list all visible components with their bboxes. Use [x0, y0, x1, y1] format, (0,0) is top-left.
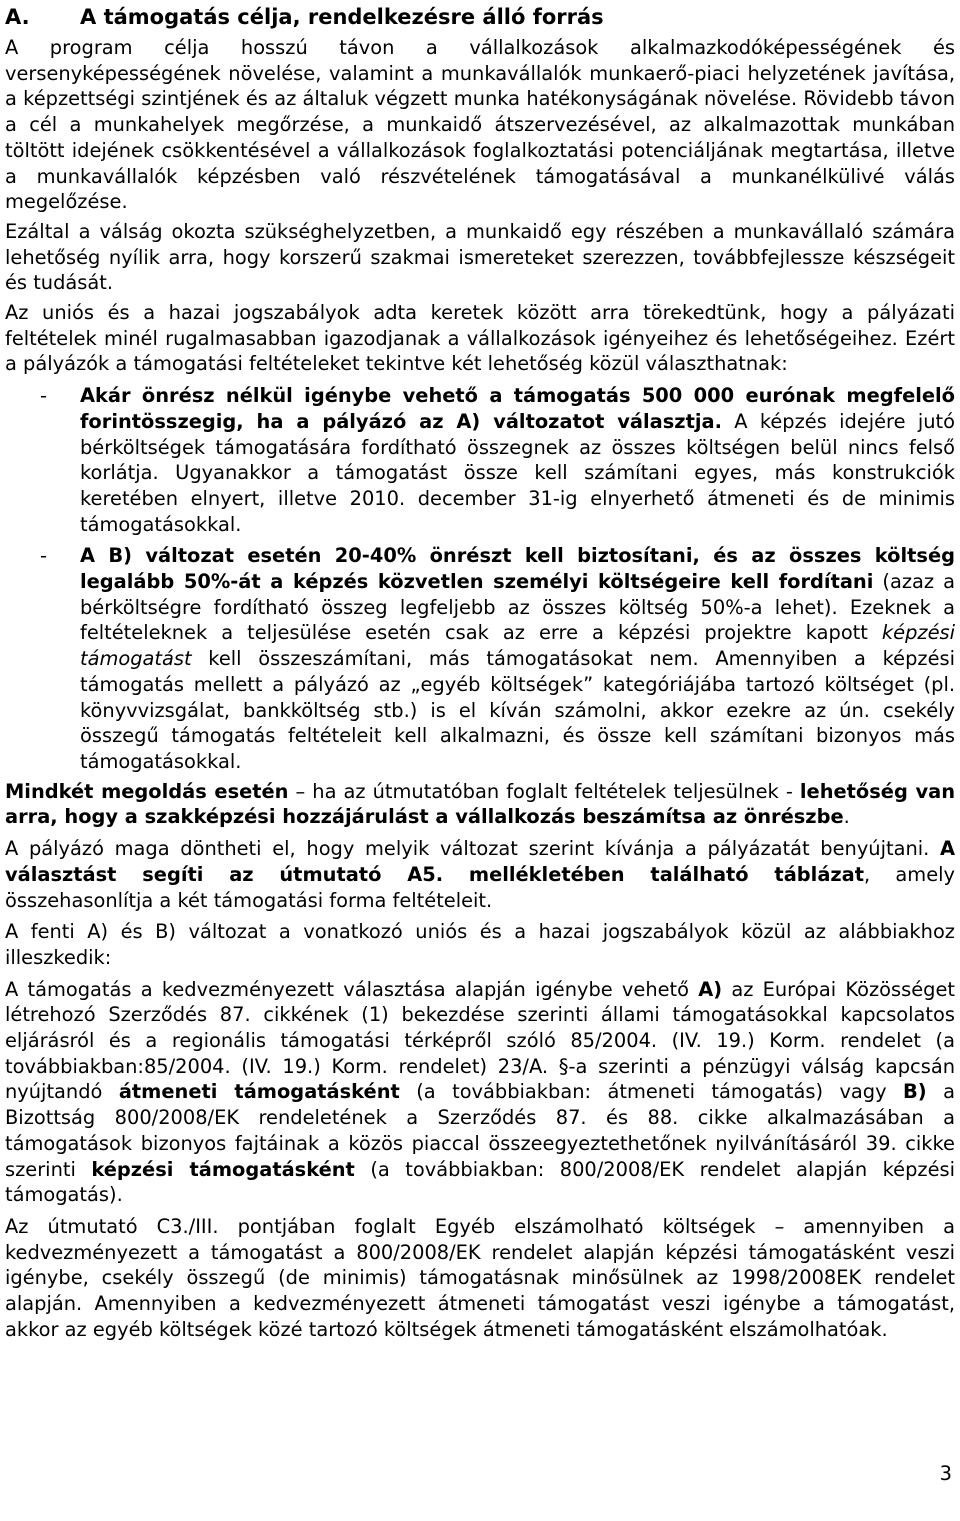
regulations-bold: B): [903, 1080, 927, 1104]
both-options-bold-2: lehetőség van arra, hogy a szakképzési hozzájárulást a vállalkozás beszámítsa az önrészbe: [5, 779, 955, 829]
page-number: 3: [939, 1462, 952, 1485]
regulations-bold: átmeneti támogatásként: [118, 1080, 400, 1104]
regulations-bold: A): [698, 977, 723, 1001]
choice-text-cont: , amely összehasonlítja a két támogatási forma feltételeit.: [5, 862, 955, 912]
list-dash-marker: -: [40, 384, 47, 408]
option-b-bold: A B) változat esetén 20-40% önrészt kell biztosítani, és az összes költség legalább 50%-át a képzés közvetlen személyi költségeire kell fordítani: [80, 544, 955, 594]
document-page: [5, 3, 955, 1342]
both-options-text: – ha az útmutatóban foglalt feltételek teljesülnek -: [288, 779, 800, 803]
regulations-text: (a továbbiakban: 800/2008/EK rendelet alapján képzési támogatás).: [5, 1157, 955, 1207]
paragraph-regulations: [5, 977, 955, 1208]
paragraph-choice: [5, 836, 955, 913]
paragraph-program-goal: [5, 35, 955, 215]
option-b-text-cont: kell összeszámítani, más támogatásokat nem. Amennyiben a képzési támogatás mellett a pályázó az „egyéb költségek” kategóriájába tartozó költséget (pl. könyvvizsgálat, bankköltség stb.) is el kíván számolni, akkor ezekre az ún. csekély összegű támogatás feltételeit kell alkalmazni, és össze kell számítani bizonyos más támogatásokkal.: [80, 647, 955, 773]
regulations-text: A támogatás a kedvezményezett választása alapján igénybe vehető: [5, 977, 699, 1001]
regulations-text: (a továbbiakban: átmeneti támogatás) vagy: [399, 1080, 904, 1104]
option-a-text: A képzés idejére jutó bérköltségek támogatására fordítható összegnek az összes költségen belül nincs felső korlátja. Ugyanakkor a támogatást össze kell számítani egyes, más konstrukciók keretében elnyert, illetve 2010. december 31-ig elnyerhető átmeneti és de minimis támogatásokkal.: [80, 409, 955, 536]
section-title: A támogatás célja, rendelkezésre álló forrás: [80, 5, 604, 29]
both-options-bold: Mindkét megoldás esetén: [5, 779, 289, 803]
section-number: A.: [5, 5, 30, 29]
list-item-option-b: [5, 543, 955, 774]
list-item-option-a: [5, 383, 955, 537]
choice-bold: A választást segíti az útmutató A5. mellékletében található táblázat: [5, 837, 955, 886]
regulations-bold: képzési támogatásként: [91, 1157, 355, 1181]
paragraph-both-options: [5, 779, 955, 830]
option-b-text: (azaz a bérköltségre fordítható összeg legfeljebb az összes költség 50%-a lehet). Ezeknek a feltételeknek a teljesülése esetén csak az erre a képzési projektre kapott: [80, 570, 955, 645]
regulations-text: az Európai Közösséget létrehozó Szerződés 87. cikkének (1) bekezdése szerinti állami támogatásokkal kapcsolatos eljárásról és a regionális támogatási térképről szóló 85/2004. (IV. 19.) Korm. rendelet (a továbbiakban:85/2004. (IV. 19.) Korm. rendelet) 23/A. §-a szerinti a pénzügyi válság kapcsán nyújtandó: [5, 977, 955, 1104]
both-options-end: .: [843, 805, 850, 829]
section-heading: [5, 3, 955, 31]
paragraph-other-costs: Az útmutató C3./III. pontjában foglalt Egyéb elszámolható költségek – amennyiben a kedvezményezett a támogatást a 800/2008/EK rendelet alapján képzési támogatásként veszi igénybe, csekély összegű (de minimis) támogatásnak minősülnek az 1998/2008EK rendelet alapján. Amennyiben a kedvezményezett átmeneti támogatást veszi igénybe a támogatást, akkor az egyéb költségek közé tartozó költségek átmeneti támogatásként elszámolhatóak.: [5, 1214, 955, 1341]
paragraph-text: A program célja hosszú távon a vállalkozások alkalmazkodóképességének és versenyképességének növelése, valamint a munkavállalók munkaerő-piaci helyzetének javítása, a képzettségi szintjének és az általuk végzett munka hatékonyságának növelése. Rövidebb távon a cél a munkahelyek megőrzése, a munkaidő átszervezésével, az alkalmazottak munkában töltött idejének csökkentésével a vállalkozások foglalkoztatási potenciáljának megtartása, illetve a munkavállalók képzésben való részvételének támogatásával a munkanélkülivé válás megelőzése.: [5, 36, 955, 214]
options-list: [5, 383, 955, 775]
list-dash-marker: -: [40, 544, 47, 568]
paragraph-crisis: Ezáltal a válság okozta szükséghelyzetben, a munkaidő egy részében a munkavállaló számára lehetőség nyílik arra, hogy korszerű szakmai ismereteket szerezzen, továbbfejlessze készségeit és tudását.: [5, 219, 955, 295]
paragraph-regulations-intro: A fenti A) és B) változat a vonatkozó uniós és a hazai jogszabályok közül az alábbiakhoz illeszkedik:: [5, 920, 955, 969]
option-a-bold: Akár önrész nélkül igénybe vehető a támogatás 500 000 eurónak megfelelő forintösszegig, ha a pályázó az A) változatot választja.: [80, 384, 955, 433]
option-b-italic: képzési támogatást: [80, 621, 955, 671]
paragraph-options-intro: Az uniós és a hazai jogszabályok adta keretek között arra törekedtünk, hogy a pályázati feltételek minél rugalmasabban igazodjanak a vállalkozások igényeihez és lehetőségeihez. Ezért a pályázók a támogatási feltételeket tekintve két lehetőség közül választhatnak:: [5, 301, 955, 376]
choice-text: A pályázó maga döntheti el, hogy melyik változat szerint kívánja a pályázatát benyújtani.: [5, 837, 940, 861]
regulations-text: a Bizottság 800/2008/EK rendeletének a Szerződés 87. és 88. cikke alkalmazásában a támogatások bizonyos fajtáinak a közös piaccal összeegyeztethetőnek nyilvánításáról 39. cikke szerinti: [5, 1080, 955, 1181]
